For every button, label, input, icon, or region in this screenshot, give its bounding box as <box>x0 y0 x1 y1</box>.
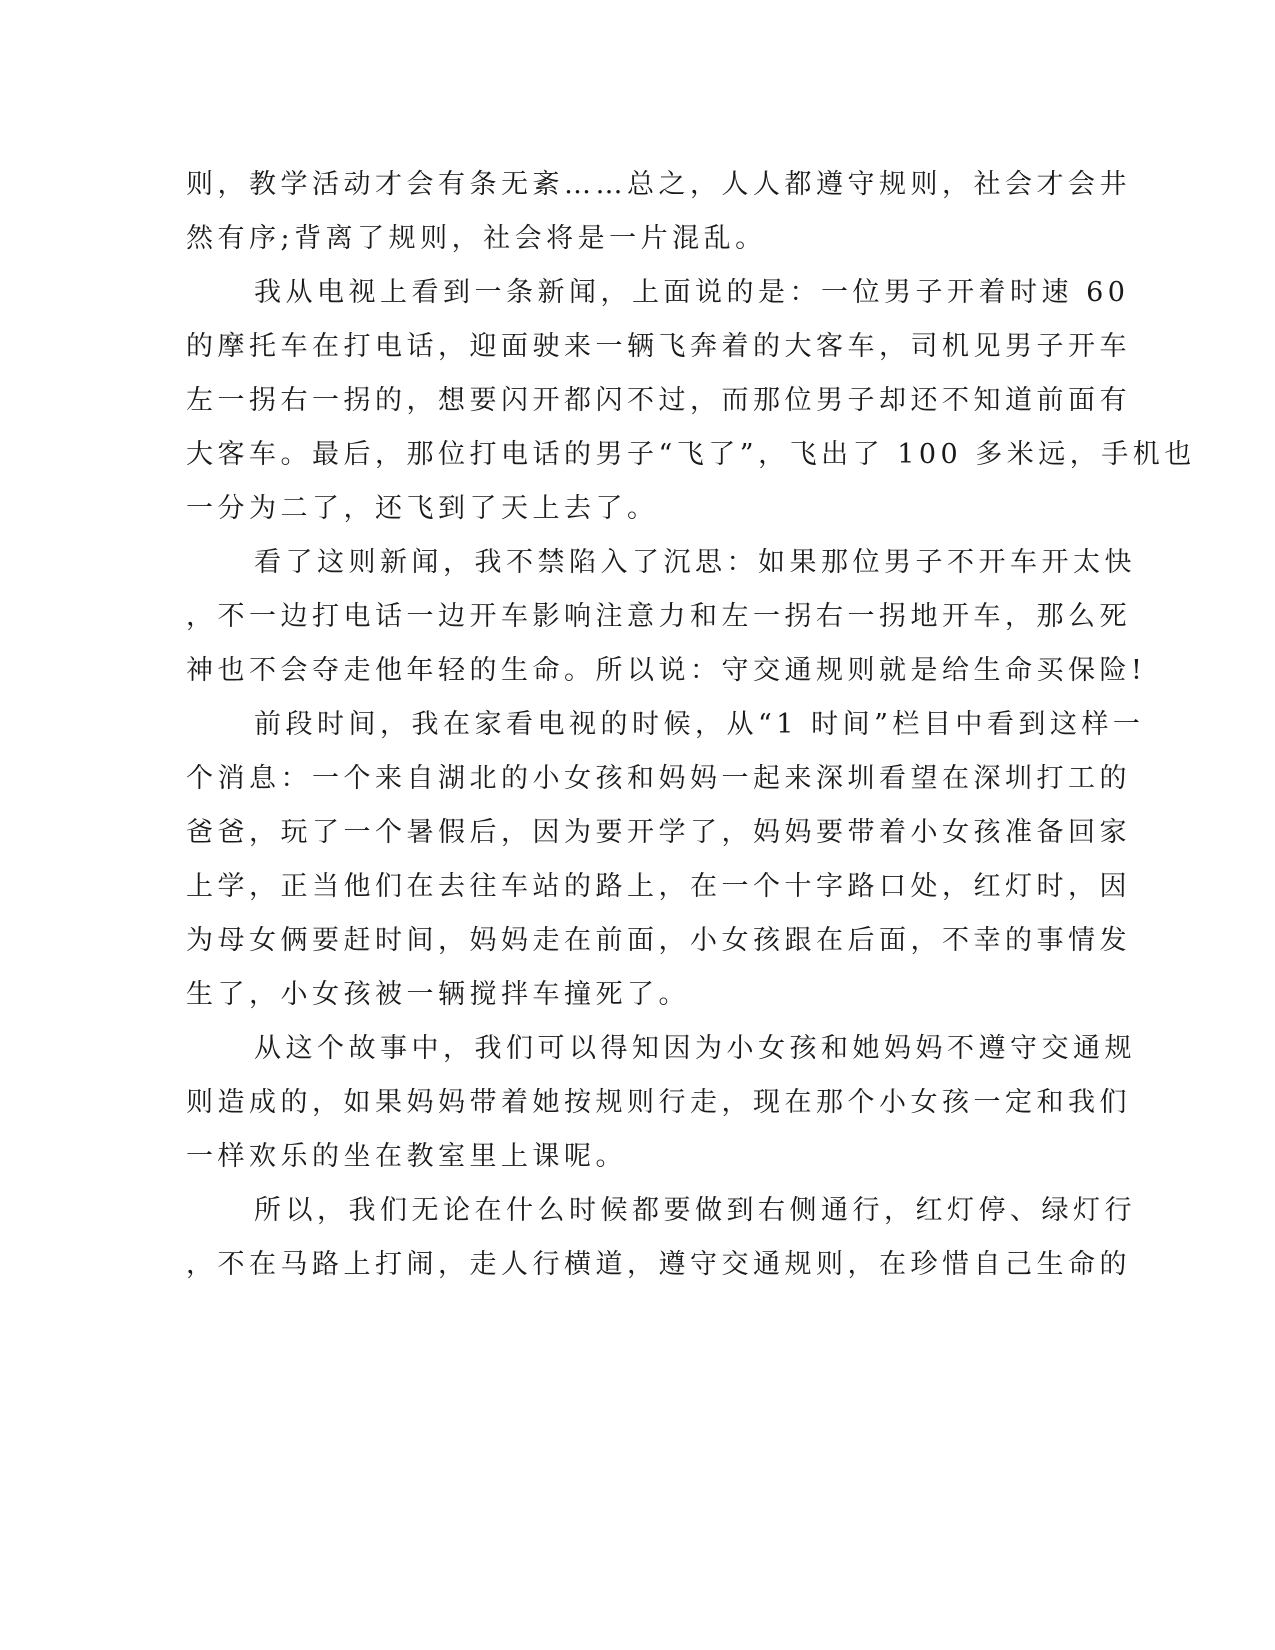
text-line: 个消息：一个来自湖北的小女孩和妈妈一起来深圳看望在深圳打工的 <box>186 763 1131 794</box>
text-line: 然有序;背离了规则，社会将是一片混乱。 <box>186 223 767 254</box>
text-line: 的摩托车在打电话，迎面驶来一辆飞奔着的大客车，司机见男子开车 <box>186 331 1131 362</box>
text-line: 爸爸，玩了一个暑假后，因为要开学了，妈妈要带着小女孩准备回家 <box>186 817 1131 848</box>
text-line: 生了，小女孩被一辆搅拌车撞死了。 <box>186 979 690 1010</box>
text-line: ，不一边打电话一边开车影响注意力和左一拐右一拐地开车，那么死 <box>186 601 1131 632</box>
text-line: 则，教学活动才会有条无紊……总之，人人都遵守规则，社会才会井 <box>186 169 1131 200</box>
text-line: 一分为二了，还飞到了天上去了。 <box>186 493 659 524</box>
paragraph-start-line: 看了这则新闻，我不禁陷入了沉思：如果那位男子不开车开太快 <box>254 547 1136 578</box>
text-line: 为母女俩要赶时间，妈妈走在前面，小女孩跟在后面，不幸的事情发 <box>186 925 1131 956</box>
text-line: 左一拐右一拐的，想要闪开都闪不过，而那位男子却还不知道前面有 <box>186 385 1131 416</box>
text-line: 大客车。最后，那位打电话的男子“飞了”，飞出了 100 多米远，手机也 <box>186 439 1196 470</box>
text-line: 神也不会夺走他年轻的生命。所以说：守交通规则就是给生命买保险! <box>186 655 1147 686</box>
text-line: 则造成的，如果妈妈带着她按规则行走，现在那个小女孩一定和我们 <box>186 1087 1131 1118</box>
document-body <box>186 158 1196 1292</box>
paragraph-start-line: 所以，我们无论在什么时候都要做到右侧通行，红灯停、绿灯行 <box>254 1195 1136 1226</box>
text-line: 上学，正当他们在去往车站的路上，在一个十字路口处，红灯时，因 <box>186 871 1131 902</box>
paragraph-start-line: 前段时间，我在家看电视的时候，从“1 时间”栏目中看到这样一 <box>254 709 1145 740</box>
text-line: ，不在马路上打闹，走人行横道，遵守交通规则，在珍惜自己生命的 <box>186 1249 1131 1280</box>
paragraph-start-line: 我从电视上看到一条新闻，上面说的是：一位男子开着时速 60 <box>254 277 1130 308</box>
paragraph-start-line: 从这个故事中，我们可以得知因为小女孩和她妈妈不遵守交通规 <box>254 1033 1136 1064</box>
text-line: 一样欢乐的坐在教室里上课呢。 <box>186 1141 627 1172</box>
